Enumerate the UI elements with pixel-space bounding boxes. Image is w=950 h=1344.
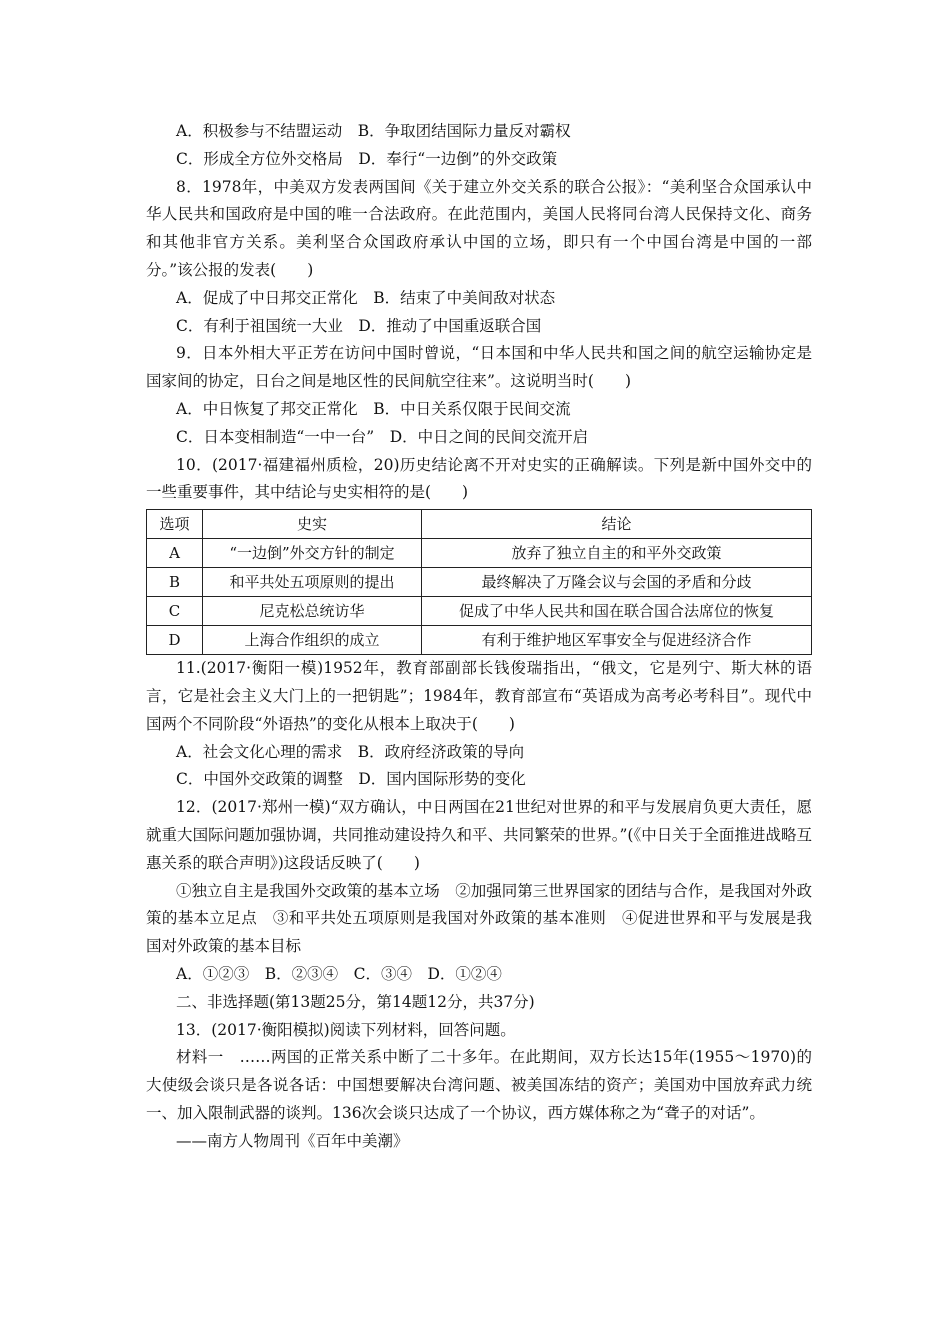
q8-options-line-1: A．促成了中日邦交正常化 B．结束了中美间敌对状态 [176,288,556,307]
q12-statements: ①独立自主是我国外交政策的基本立场 ②加强同第三世界国家的团结与合作，是我国对外政策的基本立足点 ③和平共处五项原则是我国对外政策的基本准则 ④促进世界和平与发展是我国对外政策的基本目标 [146,881,812,956]
section-heading: 二、非选择题(第13题25分，第14题12分，共37分) [176,992,535,1011]
table-cell-conclusion: 有利于维护地区军事安全与促进经济合作 [422,626,812,655]
table-cell-fact: “一边倒”外交方针的制定 [203,539,422,568]
q7-options-line-2: C．形成全方位外交格局 D．奉行“一边倒”的外交政策 [176,149,558,168]
table-header-conclusion: 结论 [422,510,812,539]
table-header-option: 选项 [147,510,203,539]
table-cell-fact: 上海合作组织的成立 [203,626,422,655]
document-page [146,118,812,1156]
q10-table [146,509,812,655]
table-cell-conclusion: 促成了中华人民共和国在联合国合法席位的恢复 [422,597,812,626]
table-cell-conclusion: 最终解决了万隆会议与会国的矛盾和分歧 [422,568,812,597]
table-cell-option: A [147,539,203,568]
q11-options-line-2: C．中国外交政策的调整 D．国内国际形势的变化 [176,770,526,789]
table-cell-fact: 尼克松总统访华 [203,597,422,626]
table-row [147,539,812,568]
table-row [147,597,812,626]
table-cell-conclusion: 放弃了独立自主的和平外交政策 [422,539,812,568]
table-header-fact: 史实 [203,510,422,539]
q10-stem: 10．(2017·福建福州质检，20)历史结论离不开对史实的正确解读。下列是新中国外交中的一些重要事件，其中结论与史实相符的是( ) [146,455,812,502]
q11-options-line-1: A．社会文化心理的需求 B．政府经济政策的导向 [176,742,525,761]
table-header-row [147,510,812,539]
q9-options-line-2: C．日本变相制造“一中一台” D．中日之间的民间交流开启 [176,427,589,446]
q12-options: A．①②③ B．②③④ C．③④ D．①②④ [176,964,502,983]
table-cell-option: B [147,568,203,597]
q12-stem: 12．(2017·郑州一模)“双方确认，中日两国在21世纪对世界的和平与发展肩负更大责任，愿就重大国际问题加强协调，共同推动建设持久和平、共同繁荣的世界。”(《中日关于全面推进战略互惠关系的联合声明》)这段话反映了( ) [146,798,812,872]
q13-material-1: 材料一 ……两国的正常关系中断了二十多年。在此期间，双方长达15年(1955～1970)的大使级会谈只是各说各话：中国想要解决台湾问题、被美国冻结的资产；美国劝中国放弃武力统一、加入限制武器的谈判。136次会谈只达成了一个协议，西方媒体称之为“聋子的对话”。 [146,1048,812,1122]
table-cell-fact: 和平共处五项原则的提出 [203,568,422,597]
table-row [147,568,812,597]
q7-options-line-1: A．积极参与不结盟运动 B．争取团结国际力量反对霸权 [176,122,571,140]
q9-options-line-1: A．中日恢复了邦交正常化 B．中日关系仅限于民间交流 [176,399,571,418]
q8-stem: 8．1978年，中美双方发表两国间《关于建立外交关系的联合公报》：“美利坚合众国承认中华人民共和国政府是中国的唯一合法政府。在此范围内，美国人民将同台湾人民保持文化、商务和其他非官方关系。美利坚合众国政府承认中国的立场，即只有一个中国台湾是中国的一部分。”该公报的发表( ) [146,177,812,279]
q11-stem: 11.(2017·衡阳一模)1952年，教育部副部长钱俊瑞指出，“俄文，它是列宁、斯大林的语言，它是社会主义大门上的一把钥匙”；1984年，教育部宣布“英语成为高考必考科目”。现代中国两个不同阶段“外语热”的变化从根本上取决于( ) [146,659,812,733]
table-cell-option: C [147,597,203,626]
q8-options-line-2: C．有利于祖国统一大业 D．推动了中国重返联合国 [176,316,542,335]
q13-source: ——南方人物周刊《百年中美潮》 [176,1131,409,1150]
table-cell-option: D [147,626,203,655]
table-row [147,626,812,655]
q13-stem: 13．(2017·衡阳模拟)阅读下列材料，回答问题。 [176,1020,516,1039]
q9-stem: 9．日本外相大平正芳在访问中国时曾说，“日本国和中华人民共和国之间的航空运输协定是国家间的协定，日台之间是地区性的民间航空往来”。这说明当时( ) [146,344,812,391]
